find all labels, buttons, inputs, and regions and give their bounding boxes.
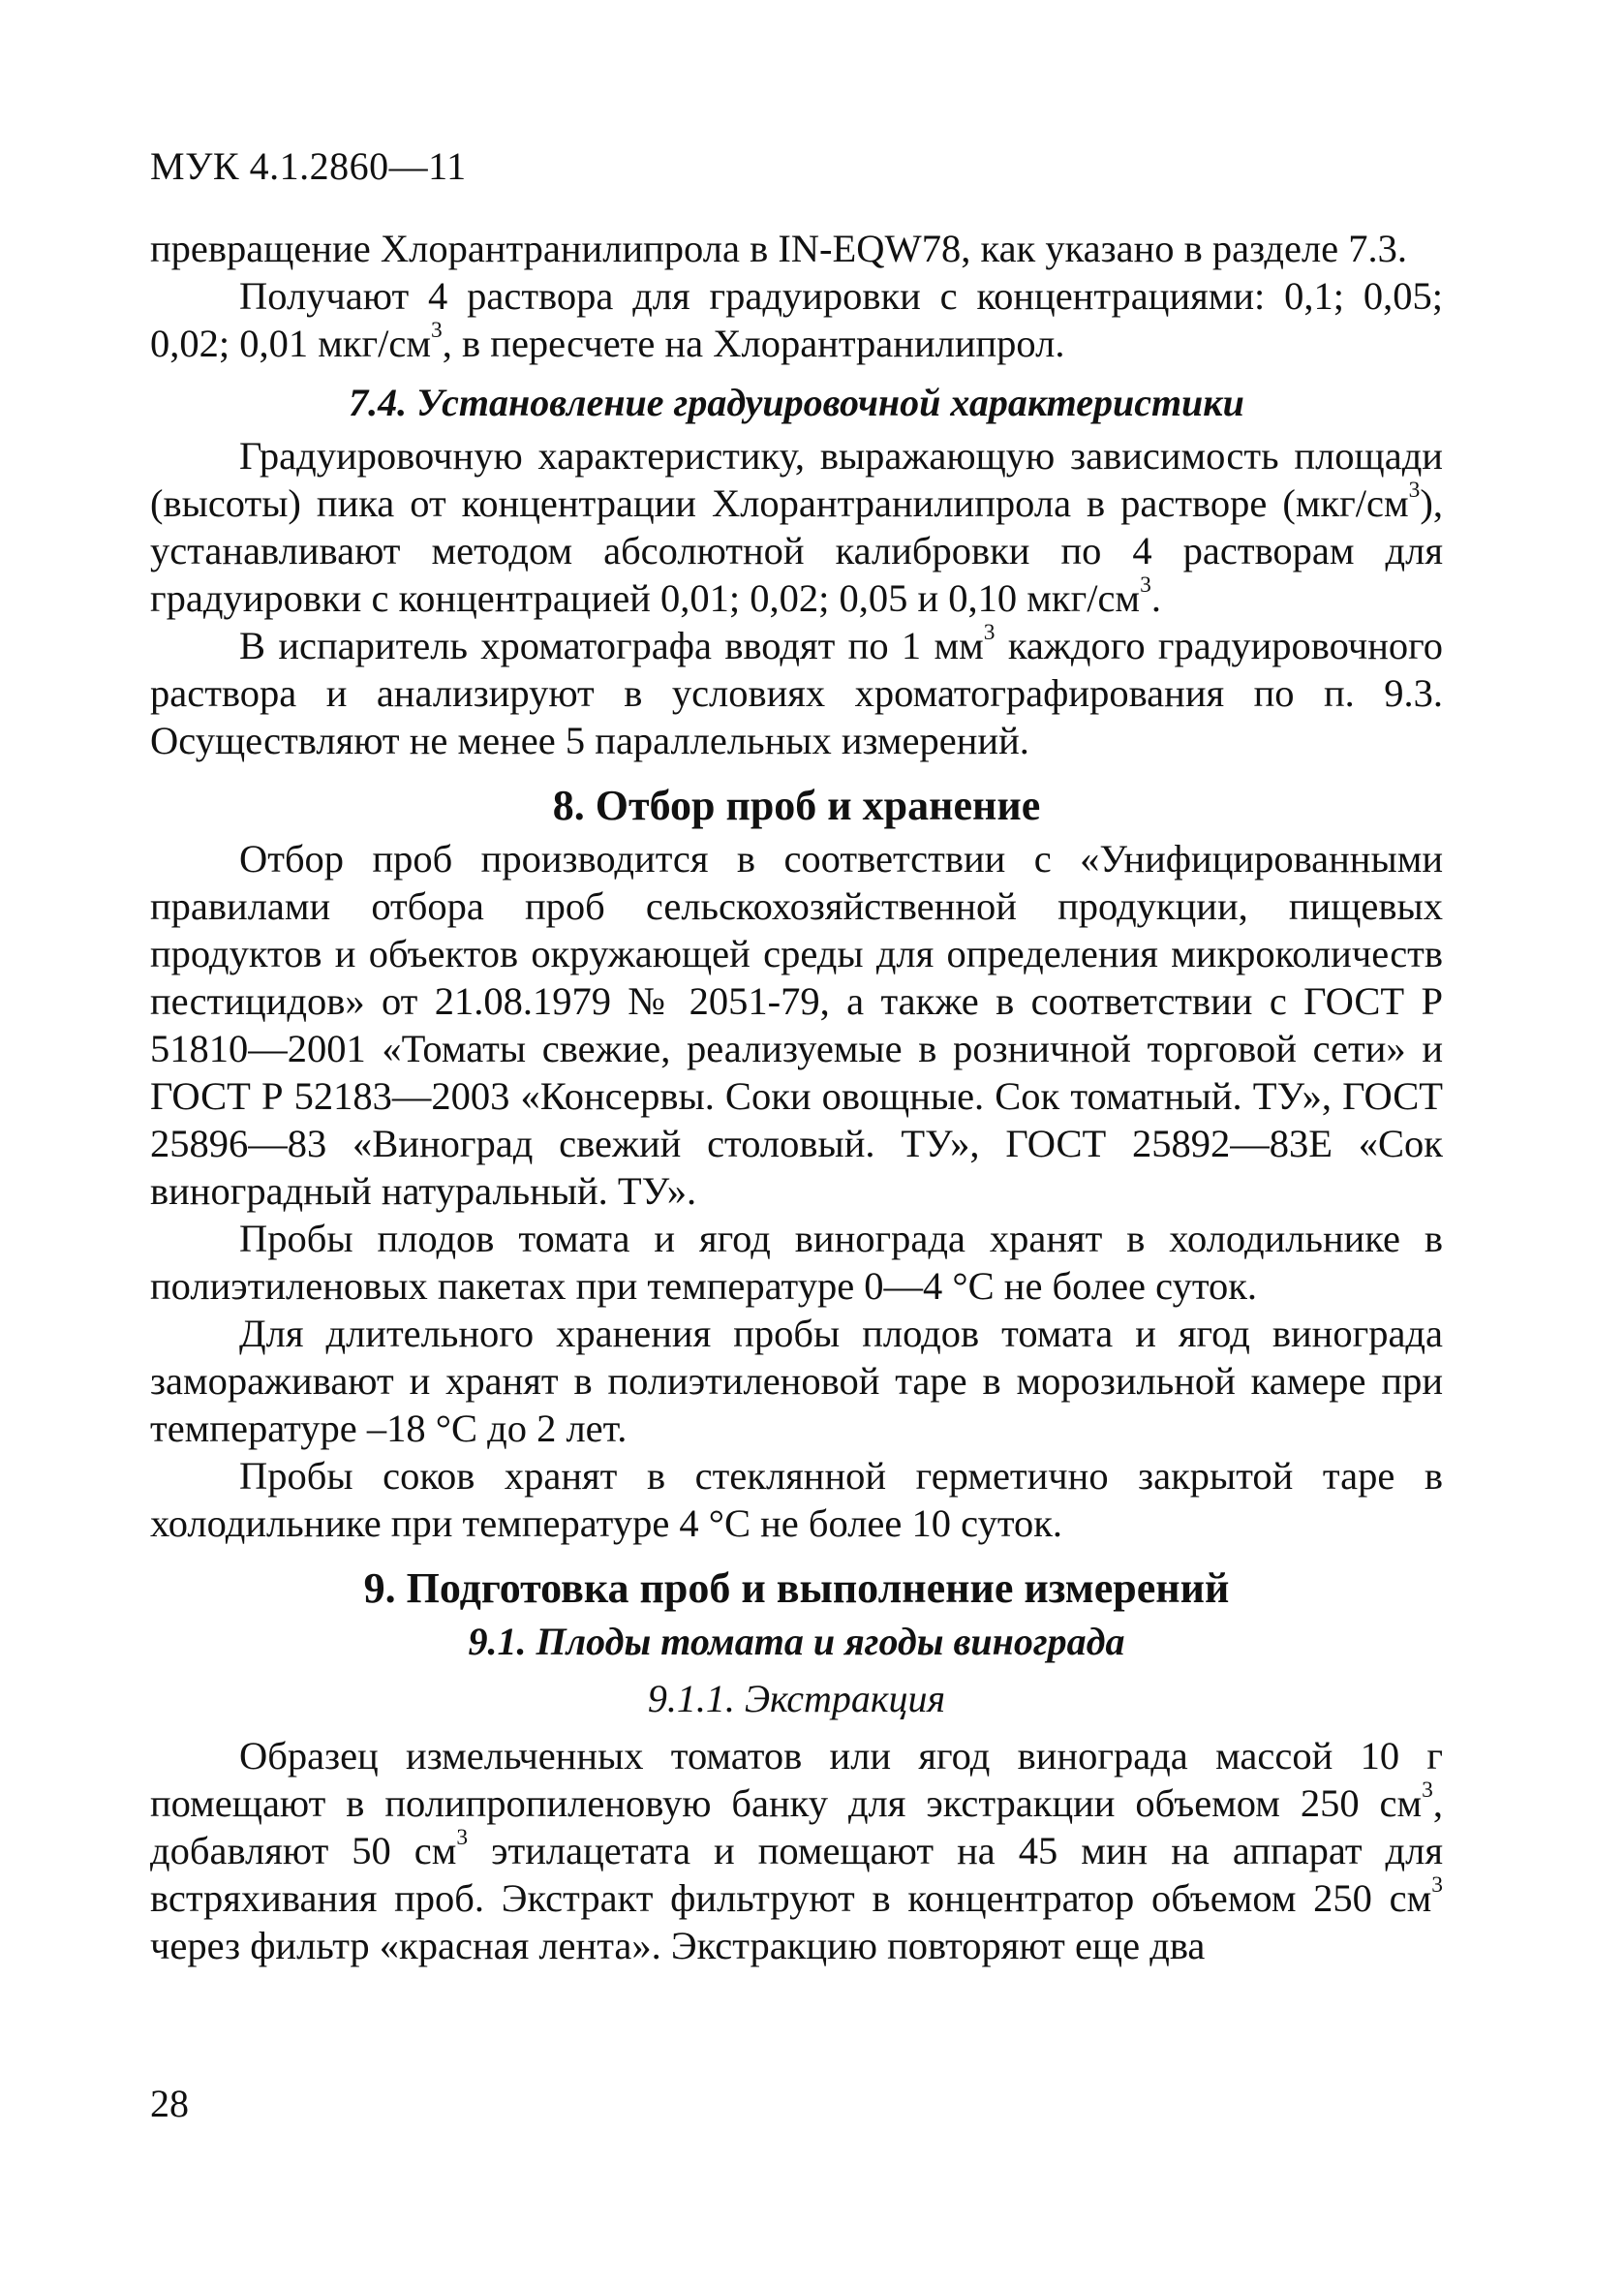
extraction-text-b: , добавляют 50 см: [150, 1781, 1443, 1872]
superscript: 3: [431, 318, 443, 344]
calibration-text-a: Градуировочную характеристику, выражающую зависимость площади (высоты) пика от концентрации Хлорантранилипрола в растворе (мкг/см: [150, 434, 1443, 525]
calibration-text-b: ), устанавливают методом абсолютной калибровки по 4 растворам для градуировки с концентрацией 0,01; 0,02; 0,05 и 0,10 мкг/см: [150, 481, 1443, 620]
main-text: [150, 225, 1443, 1969]
page-number: 28: [150, 2082, 189, 2125]
solutions-paragraph: [150, 272, 1443, 367]
document-code-header: МУК 4.1.2860—11: [150, 144, 467, 188]
storage-juice-paragraph: Пробы соков хранят в стеклянной герметично закрытой таре в холодильнике при температуре 4 °С не более 10 суток.: [150, 1454, 1443, 1545]
heading-9-1-1: 9.1.1. Экстракция: [647, 1677, 946, 1720]
extraction-text-c: этилацетата и помещают на 45 мин на аппарат для встряхивания проб. Экстракт фильтруют в концентратор объемом 250 см: [150, 1829, 1443, 1920]
heading-section-8: 8. Отбор проб и хранение: [552, 782, 1041, 829]
extraction-text-a: Образец измельченных томатов или ягод винограда массой 10 г помещают в полипропиленовую банку для экстракции объемом 250 см: [150, 1734, 1443, 1825]
sampling-paragraph: Отбор проб производится в соответствии с «Унифицированными правилами отбора проб сельскохозяйственной продукции, пищевых продуктов и объектов окружающей среды для определения микроколичеств пестицидов» от 21.08.1979 № 2051-79, а также в соответствии с ГОСТ Р 51810—2001 «Томаты свежие, реализуемые в розничной торговой сети» и ГОСТ Р 52183—2003 «Консервы. Соки овощные. Сок томатный. ТУ», ГОСТ 25896—83 «Виноград свежий столовый. ТУ», ГОСТ 25892—83Е «Сок виноградный натуральный. ТУ».: [150, 837, 1443, 1213]
storage-fridge-paragraph: Пробы плодов томата и ягод винограда хранят в холодильнике в полиэтиленовых пакетах при температуре 0—4 °С не более суток.: [150, 1217, 1443, 1308]
storage-long-paragraph: Для длительного хранения пробы плодов томата и ягод винограда замораживают и хранят в полиэтиленовой таре в морозильной камере при температуре –18 °С до 2 лет.: [150, 1312, 1443, 1450]
extraction-text-d: через фильтр «красная лента». Экстракцию повторяют еще два: [150, 1924, 1206, 1967]
superscript: 3: [983, 620, 996, 646]
superscript: 3: [1140, 572, 1151, 599]
continuation-paragraph: превращение Хлорантранилипрола в IN-EQW78, как указано в разделе 7.3.: [150, 227, 1408, 270]
solutions-text-b: , в пересчете на Хлорантранилипрол.: [442, 322, 1065, 365]
superscript: 3: [456, 1825, 469, 1851]
injection-text-b: каждого градуировочного раствора и анализируют в условиях хроматографирования по п. 9.3. Осуществляют не менее 5 параллельных измерений.: [150, 624, 1443, 762]
calibration-paragraph: [150, 432, 1443, 622]
injection-text-a: В испаритель хроматографа вводят по 1 мм: [239, 624, 984, 667]
heading-9-1: 9.1. Плоды томата и ягоды винограда: [468, 1620, 1125, 1663]
extraction-paragraph: [150, 1732, 1443, 1969]
heading-7-4: 7.4. Установление градуировочной характеристики: [349, 381, 1244, 424]
superscript: 3: [1422, 1778, 1433, 1804]
injection-paragraph: [150, 622, 1443, 764]
superscript: 3: [1431, 1872, 1443, 1899]
heading-section-9: 9. Подготовка проб и выполнение измерений: [363, 1564, 1230, 1612]
solutions-text-a: Получают 4 раствора для градуировки с концентрациями: 0,1; 0,05; 0,02; 0,01 мкг/см: [150, 274, 1443, 365]
calibration-text-c: .: [1150, 576, 1161, 620]
superscript: 3: [1408, 478, 1421, 504]
